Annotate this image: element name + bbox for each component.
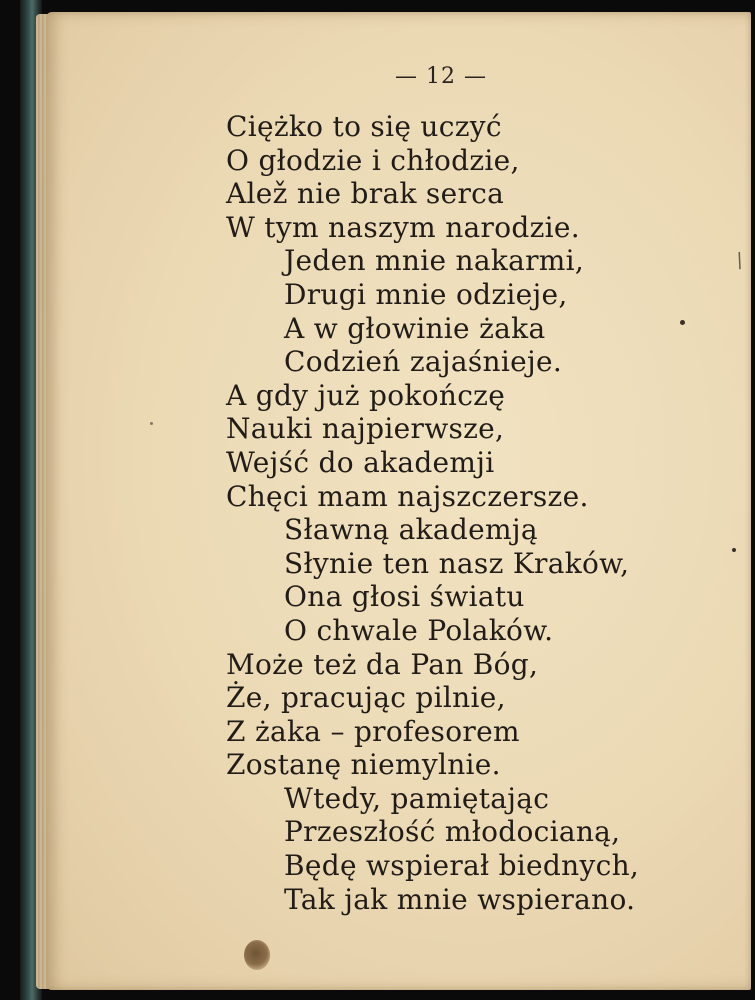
poem-line: Drugi mnie odzieje, bbox=[284, 277, 568, 311]
poem-line: W tym naszym narodzie. bbox=[226, 210, 580, 244]
poem-line: Przeszłość młodocianą, bbox=[284, 815, 621, 849]
poem-line: Z żaka – profesorem bbox=[226, 714, 520, 748]
poem-line: A gdy już pokończę bbox=[226, 378, 506, 412]
poem-line: Wtedy, pamiętając bbox=[284, 781, 550, 815]
stanza bbox=[226, 513, 746, 647]
poem-line: Chęci mam najszczersze. bbox=[226, 479, 589, 513]
pencil-mark: / bbox=[732, 247, 747, 273]
poem-line: Będę wspierał biednych, bbox=[284, 849, 640, 883]
poem-line: Ona głosi światu bbox=[284, 580, 525, 614]
poem-line: A w głowinie żaka bbox=[284, 311, 546, 345]
poem-line: Może też da Pan Bóg, bbox=[226, 647, 539, 681]
poem-line: Sławną akademją bbox=[284, 513, 538, 547]
poem-line: O chwale Polaków. bbox=[284, 613, 554, 647]
poem-line: O głodzie i chłodzie, bbox=[226, 143, 520, 177]
poem-line: Wejść do akademji bbox=[226, 445, 495, 479]
paper-speck bbox=[150, 422, 153, 425]
poem-line: Alež nie brak serca bbox=[226, 177, 505, 211]
poem-line: Ciężko to się uczyć bbox=[226, 110, 502, 143]
poem-line: Jeden mnie nakarmi, bbox=[284, 244, 585, 278]
poem-line: Że, pracując pilnie, bbox=[226, 681, 506, 715]
poem-line: Codzień zajaśnieje. bbox=[284, 345, 563, 379]
poem-line: Słynie ten nasz Kraków, bbox=[284, 546, 630, 580]
stanza bbox=[226, 782, 746, 916]
stanza bbox=[226, 244, 746, 378]
stanza bbox=[226, 648, 746, 782]
stanza bbox=[226, 379, 746, 513]
poem-line: Tak jak mnie wspierano. bbox=[284, 882, 636, 916]
book-page bbox=[46, 12, 751, 990]
page-number: — 12 — bbox=[395, 64, 487, 89]
poem-line: Nauki najpierwsze, bbox=[226, 412, 505, 446]
poem-line: Zostanę niemylnie. bbox=[226, 748, 501, 782]
paper-stain bbox=[244, 940, 270, 970]
stanza bbox=[226, 110, 746, 244]
poem bbox=[226, 110, 746, 916]
